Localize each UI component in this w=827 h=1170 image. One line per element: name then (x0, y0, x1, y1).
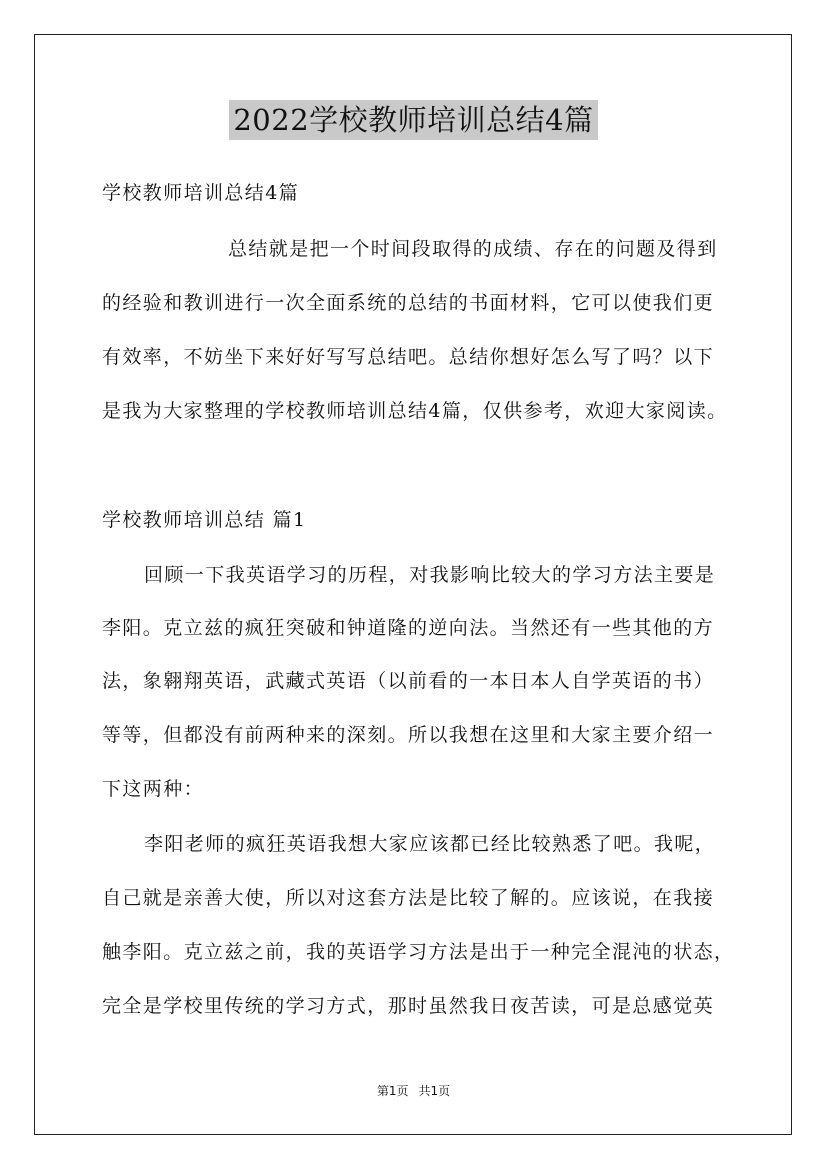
paragraph-line: 完全是学校里传统的学习方式，那时虽然我日夜苦读，可是总感觉英 (102, 995, 715, 1017)
paragraph-line: 触李阳。克立兹之前，我的英语学习方法是出于一种完全混沌的状态， (102, 941, 735, 963)
paragraph-line: 李阳老师的疯狂英语我想大家应该都已经比较熟悉了吧。我呢， (144, 833, 716, 855)
paragraph-line: 自己就是亲善大使，所以对这套方法是比较了解的。应该说，在我接 (102, 887, 715, 909)
intro-line: 总结就是把一个时间段取得的成绩、存在的问题及得到 (228, 238, 718, 260)
paragraph-line: 法，象翱翔英语，武藏式英语（以前看的一本日本人自学英语的书） (102, 670, 715, 692)
intro-line: 是我为大家整理的学校教师培训总结4篇，仅供参考，欢迎大家阅读。 (102, 400, 728, 422)
paragraph-line: 李阳。克立兹的疯狂突破和钟道隆的逆向法。当然还有一些其他的方 (102, 617, 715, 639)
title-container (0, 100, 827, 140)
page-total: 共1页 (418, 1084, 451, 1098)
section-heading: 学校教师培训总结 篇1 (102, 509, 307, 531)
intro-line: 有效率，不妨坐下来好好写写总结吧。总结你想好怎么写了吗？以下 (102, 346, 715, 368)
intro-line: 的经验和教训进行一次全面系统的总结的书面材料，它可以使我们更 (102, 292, 715, 314)
paragraph-line: 下这两种： (102, 778, 205, 800)
page-footer (0, 1083, 827, 1099)
subtitle: 学校教师培训总结4篇 (102, 182, 300, 204)
paragraph-line: 等等，但都没有前两种来的深刻。所以我想在这里和大家主要介绍一 (102, 724, 715, 746)
document-title: 2022学校教师培训总结4篇 (229, 100, 597, 140)
paragraph-line: 回顾一下我英语学习的历程，对我影响比较大的学习方法主要是 (144, 564, 716, 586)
page-number: 第1页 (376, 1084, 409, 1098)
